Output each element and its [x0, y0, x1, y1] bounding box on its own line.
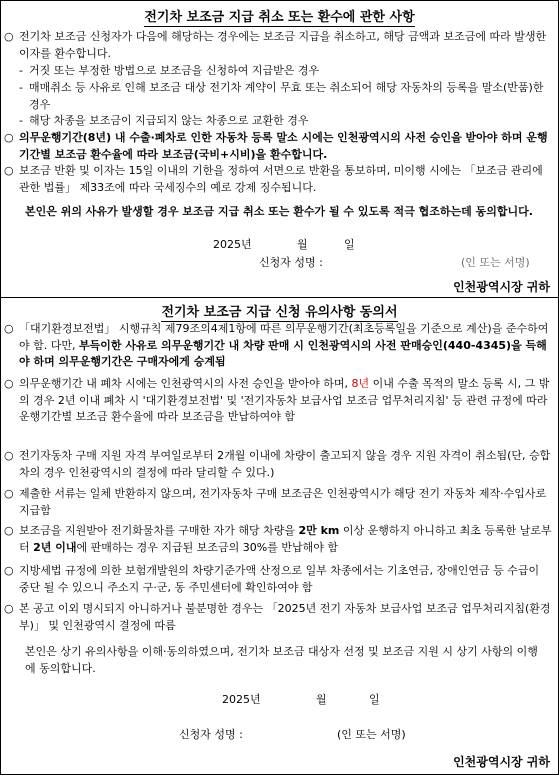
precaution-item-3: ○ 전기자동차 구매 지원 자격 부여일로부터 2개월 이내에 차량이 출고되지 않을 경우 지원 자격이 취소됨(단, 승합차의 경우 인천광역시의 결정에 따라 달리할 수 있다.)	[4, 449, 551, 479]
bullet-icon: ○	[4, 322, 14, 335]
refund-item-3: ○ 보조금 반환 및 이자는 15일 이내의 기한을 정하여 서면으로 반환을 통보하며, 미이행 시에는 「보조금 관리에 관한 법률」 제33조에 따라 국세징수의 예로 강제 징수됩니다.	[4, 164, 543, 194]
precaution-item-5: ○ 보조금을 지원받아 전기화물차를 구매한 자가 해당 차량을 2만 km 이상 운행하지 아니하고 최초 등록한 날로부터 2년 이내에 판매하는 경우 지급된 보조금의 30%를 반납해야 함	[4, 524, 552, 554]
dash-icon: -	[19, 81, 23, 94]
precaution-item-1: ○ 「대기환경보전법」 시행규칙 제79조의4제1항에 따른 의무운행기간(최초등록일을 기준으로 계산)을 준수하여야 함. 다만, 부득이한 사유로 의무운행기간 내 차량 판매 시 인천광역시의 사전 판매승인(440-4345)을 득해야 하며 의무운행기간은 구매자에게 승계됨	[4, 322, 549, 368]
precautions-section	[1, 298, 558, 774]
dash-icon: -	[19, 64, 23, 77]
date-day: 일	[344, 238, 355, 251]
date-year: 2025년	[222, 693, 261, 706]
precaution-item-4: ○ 제출한 서류는 일체 반환하지 않으며, 전기자동차 구매 보조금은 인천광역시가 해당 전기 자동차 제작·수입사로 지급함	[4, 487, 547, 517]
refund-sub-3: - 해당 차종을 보조금이 지급되지 않는 차종으로 교환한 경우	[19, 113, 551, 130]
date-year: 2025년	[213, 238, 252, 251]
refund-item-1: ○ 전기차 보조금 신청자가 다음에 해당하는 경우에는 보조금 지급을 취소하고, 해당 금액과 보조금에 따라 발생한 이자를 환수합니다.	[4, 30, 547, 60]
refund-sub-1: - 거짓 또는 부정한 방법으로 보조금을 신청하여 지급받은 경우	[19, 63, 551, 80]
bullet-icon: ○	[4, 602, 14, 615]
mayor-addressee: 인천광역시장 귀하	[453, 755, 550, 769]
precautions-consent-text: 본인은 상기 유의사항을 이해·동의하였으며, 전기차 보조금 대상자 선정 및 보조금 지원 시 상기 사항의 이행에 동의합니다.	[25, 645, 538, 675]
date-month: 월	[297, 238, 308, 251]
mayor-addressee: 인천광역시장 귀하	[453, 280, 550, 294]
bullet-icon: ○	[4, 131, 14, 144]
dash-icon: -	[19, 114, 23, 127]
sign-hint: (인 또는 서명)	[461, 256, 530, 269]
refund-section	[1, 1, 558, 297]
precaution-item-7: ○ 본 공고 이외 명시되지 아니하거나 불분명한 경우는 「2025년 전기 자동차 보급사업 보조금 업무처리지침(환경부)」 및 인천광역시 결정에 따름	[4, 602, 551, 632]
bullet-icon: ○	[4, 164, 14, 177]
bullet-icon: ○	[4, 564, 14, 577]
precaution-item-2: ○ 의무운행기간 내 폐차 시에는 인천광역시의 사전 승인을 받아야 하며, 8년 이내 수출 목적의 말소 등록 시, 그 밖의 경우 2년 이내 폐차 시 '대기환경보전법' 및 '전기자동차 보급사업 보조금 업무처리지침' 등 관련 규정에 따라 운행기간별 보조금 환수율에 따라 보조금을 반납하여야 함	[4, 377, 550, 423]
applicant-name-label: 신청자 성명 :	[259, 256, 323, 269]
bullet-icon: ○	[4, 524, 14, 537]
bullet-icon: ○	[4, 487, 14, 500]
refund-section-title: 전기차 보조금 지급 취소 또는 환수에 관한 사항	[144, 10, 415, 25]
bullet-icon: ○	[4, 377, 14, 390]
refund-consent-text: 본인은 위의 사유가 발생할 경우 보조금 지급 취소 또는 환수가 될 수 있도록 적극 협조하는데 동의합니다.	[25, 205, 533, 218]
refund-sub-2: - 매매취소 등 사유로 인해 보조금 대상 전기차 계약이 무효 또는 취소되어 해당 자동차의 등록을 말소(반품)한 경우	[19, 81, 544, 111]
precaution-item-6: ○ 지방세법 규정에 의한 보험개발원의 차량기준가액 산정으로 일부 차종에서는 기초연금, 장애인연금 등 수급이 중단 될 수 있으니 주소지 구·군, 동 주민센터에 확인하여야 함	[4, 564, 540, 594]
refund-item-2: ○ 의무운행기간(8년) 내 수출·폐차로 인한 자동차 등록 말소 시에는 인천광역시의 사전 승인을 받아야 하며 운행기간별 보조금 환수율에 따라 보조금(국비+시비)을 환수합니다.	[4, 131, 548, 161]
date-day: 일	[369, 693, 380, 706]
precautions-section-title: 전기차 보조금 지급 신청 유의사항 동의서	[161, 305, 398, 320]
bullet-icon: ○	[4, 449, 14, 462]
applicant-name-label: 신청자 성명 :	[179, 728, 243, 741]
bullet-icon: ○	[4, 30, 14, 43]
sign-hint: (인 또는 서명)	[337, 728, 406, 741]
date-month: 월	[316, 693, 327, 706]
